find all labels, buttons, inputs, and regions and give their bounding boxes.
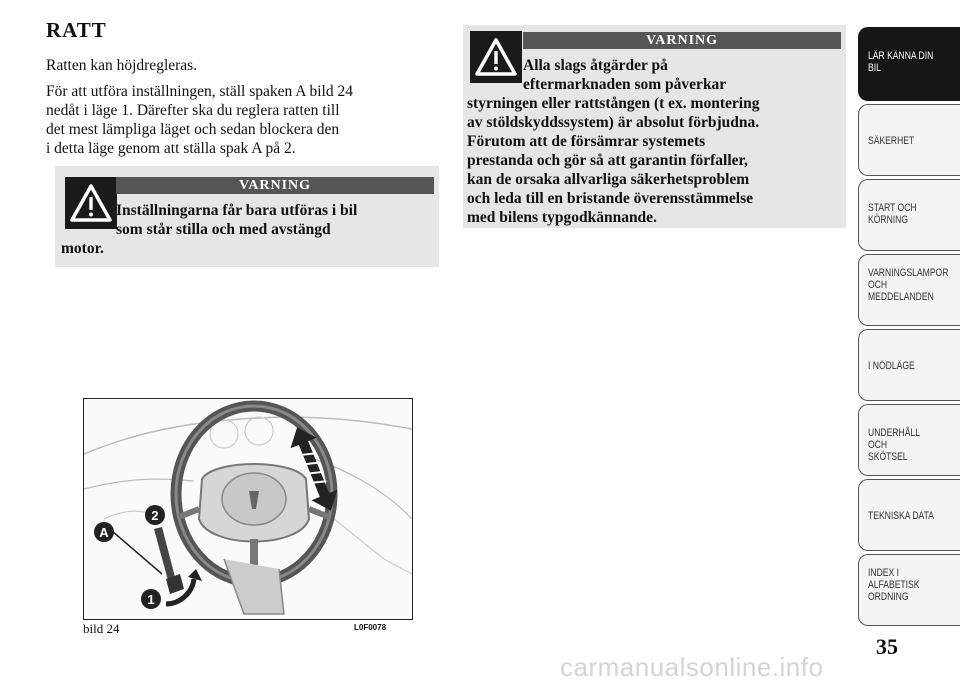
section-title: RATT xyxy=(46,18,107,42)
warning-heading: VARNING xyxy=(116,177,434,194)
figure-code: L0F0078 xyxy=(354,623,387,632)
warning-line: styrningen eller rattstången (t ex. montering xyxy=(467,95,760,112)
instruction-line: nedåt i läge 1. Därefter ska du reglera ratten till xyxy=(46,102,340,119)
warning-line: kan de orsaka allvarliga säkerhetsproblem xyxy=(467,171,750,188)
tab-varningslampor[interactable] xyxy=(858,254,960,326)
warning-line: och leda till en bristande överensstämmelse xyxy=(467,190,754,207)
tab-label: LÄR KÄNNA DIN BIL xyxy=(868,50,934,74)
tab-sakerhet[interactable] xyxy=(858,104,960,176)
steering-wheel-illustration xyxy=(84,399,412,619)
tab-i-nodlage[interactable] xyxy=(858,329,960,401)
tab-label: INDEX I ALFABETISK ORDNING xyxy=(868,567,920,603)
warning-triangle-icon xyxy=(65,177,117,229)
warning-line: motor. xyxy=(61,240,104,257)
tab-label: I NÖDLÄGE xyxy=(868,360,915,372)
warning-line: eftermarknaden som påverkar xyxy=(523,76,727,93)
instruction-line: det mest lämpliga läget och sedan blockera den xyxy=(46,121,340,138)
steering-wheel-figure xyxy=(83,398,413,620)
watermark: carmanualsonline.info xyxy=(560,652,824,682)
label-a: A xyxy=(99,525,109,540)
warning-triangle-icon xyxy=(470,31,522,83)
instruction-paragraph xyxy=(46,82,353,158)
tab-start-och-korning[interactable] xyxy=(858,179,960,251)
chapter-tabs xyxy=(858,0,960,686)
warning-box-aftermarket xyxy=(463,25,846,228)
warning-line: Förutom att de försämrar systemets xyxy=(467,133,706,150)
tab-label: VARNINGSLAMPOR OCH MEDDELANDEN xyxy=(868,267,949,303)
figure-caption: bild 24 xyxy=(83,621,120,636)
tab-label: UNDERHÅLL OCH SKÖTSEL xyxy=(868,427,920,463)
tab-index[interactable] xyxy=(858,554,960,626)
tab-label: SÄKERHET xyxy=(868,135,915,147)
intro-paragraph: Ratten kan höjdregleras. xyxy=(46,57,198,74)
warning-line: med bilens typgodkännande. xyxy=(467,209,657,226)
label-1: 1 xyxy=(147,592,155,607)
tab-label: TEKNISKA DATA xyxy=(868,510,934,522)
warning-line: prestanda och gör så att garantin förfaller, xyxy=(467,152,748,169)
warning-line: som står stilla och med avstängd xyxy=(116,221,331,238)
tab-underhall-och-skotsel[interactable] xyxy=(858,404,960,476)
warning-box-steering-adjust xyxy=(55,166,439,267)
instruction-line: i detta läge genom att ställa spak A på 2. xyxy=(46,140,296,157)
tab-tekniska-data[interactable] xyxy=(858,479,960,551)
warning-line: Alla slags åtgärder på xyxy=(523,57,668,74)
tab-lar-kanna-din-bil[interactable] xyxy=(858,27,960,101)
warning-line: av stöldskyddssystem) är absolut förbjudna. xyxy=(467,114,760,131)
warning-heading: VARNING xyxy=(523,32,841,49)
warning-line: Inställningarna får bara utföras i bil xyxy=(116,202,358,219)
tab-label: START OCH KÖRNING xyxy=(868,202,917,226)
label-2: 2 xyxy=(151,508,159,523)
page-number: 35 xyxy=(876,634,898,659)
instruction-line: För att utföra inställningen, ställ spaken A bild 24 xyxy=(46,83,353,100)
